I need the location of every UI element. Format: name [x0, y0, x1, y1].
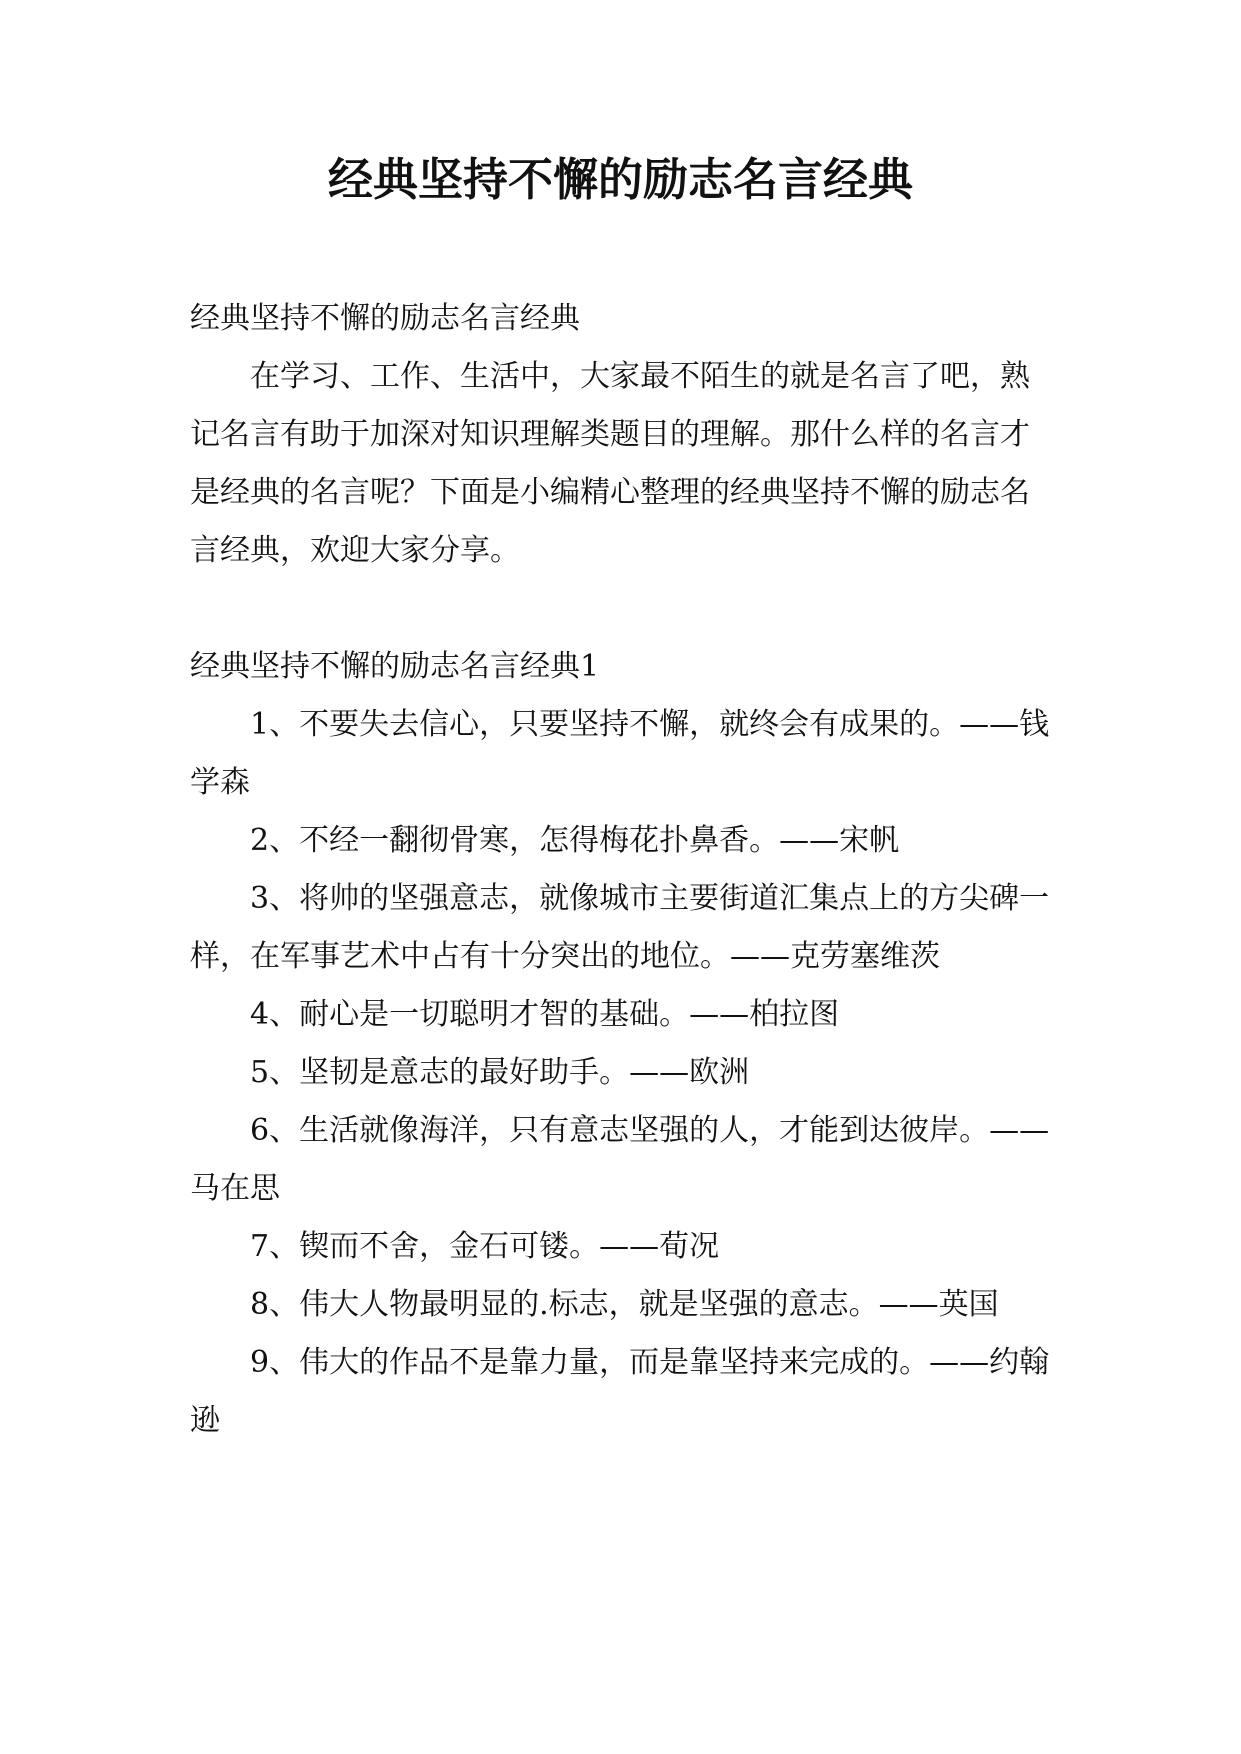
document-body [190, 290, 1050, 1450]
quote-item: 1、不要失去信心，只要坚持不懈，就终会有成果的。——钱学森 [190, 707, 1050, 800]
quote-item: 3、将帅的坚强意志，就像城市主要街道汇集点上的方尖碑一样，在军事艺术中占有十分突出的地位。——克劳塞维茨 [190, 881, 1050, 974]
quote-item: 7、锲而不舍，金石可镂。——荀况 [250, 1229, 720, 1264]
paragraph-gap [190, 580, 1050, 638]
quote-item: 4、耐心是一切聪明才智的基础。——柏拉图 [250, 997, 840, 1032]
quote-item: 5、坚韧是意志的最好助手。——欧洲 [250, 1055, 750, 1090]
quote-item: 2、不经一翻彻骨寒，怎得梅花扑鼻香。——宋帆 [250, 823, 900, 858]
section-heading: 经典坚持不懈的励志名言经典1 [190, 649, 600, 684]
quote-item: 8、伟大人物最明显的.标志，就是坚强的意志。——英国 [250, 1287, 999, 1322]
intro-paragraph: 在学习、工作、生活中，大家最不陌生的就是名言了吧，熟记名言有助于加深对知识理解类题目的理解。那什么样的名言才是经典的名言呢？下面是小编精心整理的经典坚持不懈的励志名言经典，欢迎大家分享。 [190, 359, 1030, 568]
page-title: 经典坚持不懈的励志名言经典 [327, 153, 913, 206]
quote-item: 9、伟大的作品不是靠力量，而是靠坚持来完成的。——约翰逊 [190, 1345, 1050, 1438]
subtitle: 经典坚持不懈的励志名言经典 [190, 301, 580, 336]
quote-item: 6、生活就像海洋，只有意志坚强的人，才能到达彼岸。——马在思 [190, 1113, 1050, 1206]
